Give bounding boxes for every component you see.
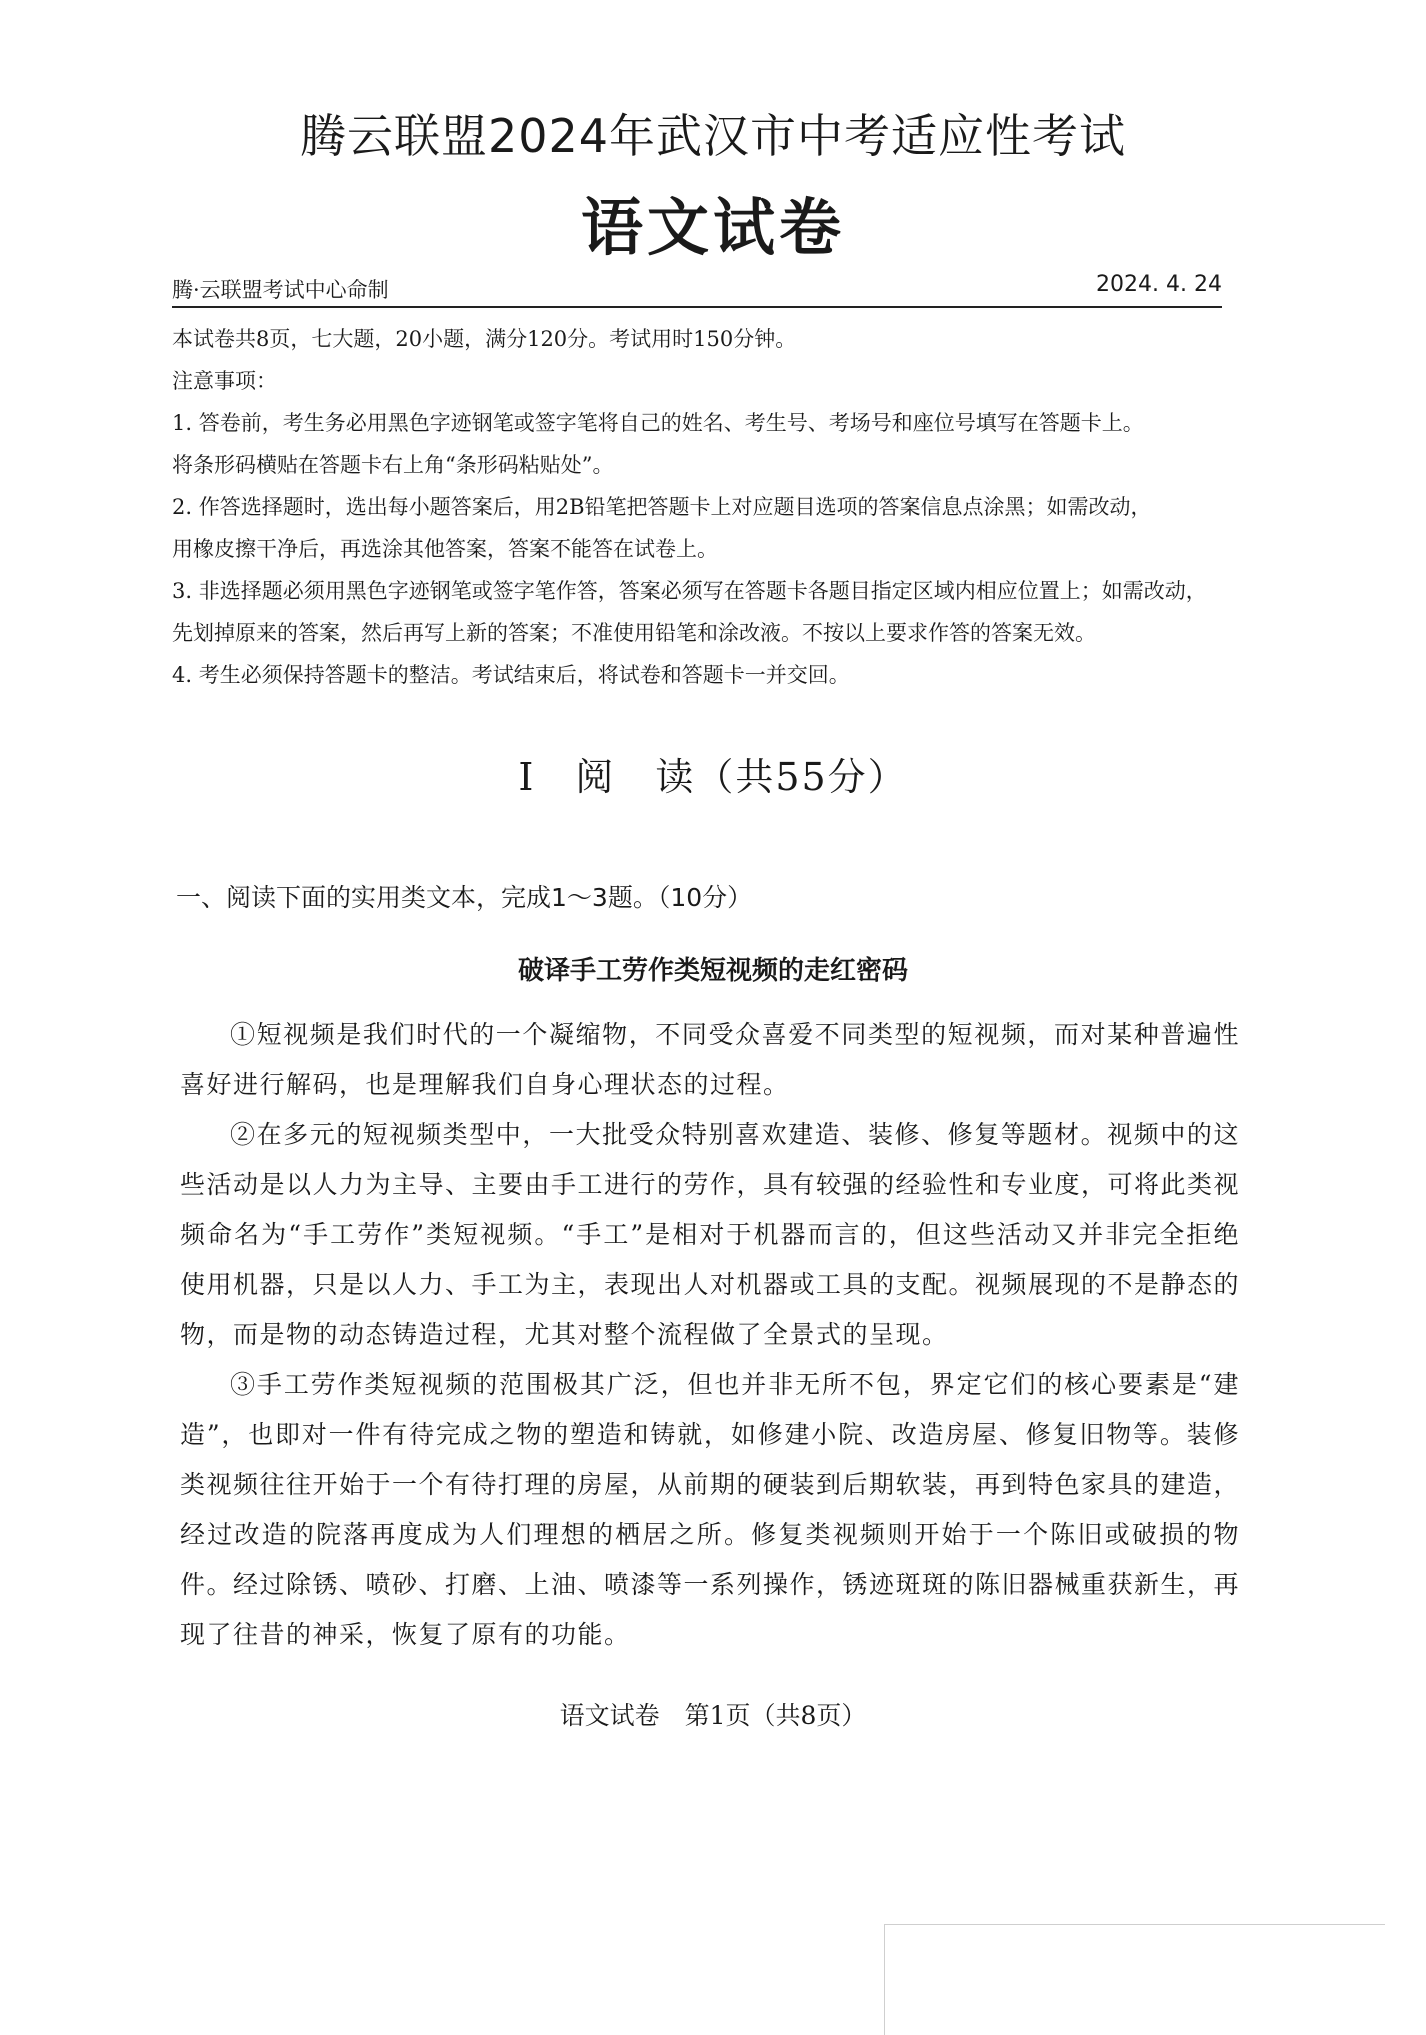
question-heading: 一、阅读下面的实用类文本，完成1～3题。（10分）	[176, 883, 753, 912]
instruction-line: 用橡皮擦干净后，再选涂其他答案，答案不能答在试卷上。	[172, 537, 718, 561]
instruction-line: 将条形码横贴在答题卡右上角“条形码粘贴处”。	[172, 453, 614, 477]
exam-title: 腾云联盟2024年武汉市中考适应性考试	[299, 109, 1127, 163]
page-footer: 语文试卷 第1页（共8页）	[559, 1701, 867, 1730]
article-paragraph: ③手工劳作类短视频的范围极其广泛，但也并非无所不包，界定它们的核心要素是“建造”，也即对一件有待完成之物的塑造和铸就，如修建小院、改造房屋、修复旧物等。装修类视频往往开始于一个有待打理的房屋，从前期的硬装到后期软装，再到特色家具的建造，经过改造的院落再度成为人们理想的栖居之所。修复类视频则开始于一个陈旧或破损的物件。经过除锈、喷砂、打磨、上油、喷漆等一系列操作，锈迹斑斑的陈旧器械重获新生，再现了往昔的神采，恢复了原有的功能。	[180, 1370, 1241, 1649]
exam-date: 2024. 4. 24	[1096, 272, 1222, 297]
article-paragraph: ①短视频是我们时代的一个凝缩物，不同受众喜爱不同类型的短视频，而对某种普遍性喜好进行解码，也是理解我们自身心理状态的过程。	[180, 1020, 1240, 1099]
corner-box	[884, 1924, 1385, 2035]
instruction-line: 1. 答卷前，考生务必用黑色字迹钢笔或签字笔将自己的姓名、考生号、考场号和座位号填写在答题卡上。	[172, 411, 1144, 435]
instruction-line: 2. 作答选择题时，选出每小题答案后，用2B铅笔把答题卡上对应题目选项的答案信息点涂黑；如需改动，	[172, 495, 1152, 519]
article-title: 破译手工劳作类短视频的走红密码	[517, 956, 908, 986]
instruction-line: 4. 考生必须保持答题卡的整洁。考试结束后，将试卷和答题卡一并交回。	[172, 663, 850, 687]
notice-label: 注意事项：	[172, 369, 277, 393]
article-paragraph: ②在多元的短视频类型中，一大批受众特别喜欢建造、装修、修复等题材。视频中的这些活动是以人力为主导、主要由手工进行的劳作，具有较强的经验性和专业度，可将此类视频命名为“手工劳作”类短视频。“手工”是相对于机器而言的，但这些活动又并非完全拒绝使用机器，只是以人力、手工为主，表现出人对机器或工具的支配。视频展现的不是静态的物，而是物的动态铸造过程，尤其对整个流程做了全景式的呈现。	[180, 1120, 1241, 1349]
instruction-line: 3. 非选择题必须用黑色字迹钢笔或签字笔作答，答案必须写在答题卡各题目指定区域内相应位置上；如需改动，	[172, 579, 1207, 603]
organizer-label: 腾·云联盟考试中心命制	[172, 278, 389, 302]
header-divider	[172, 306, 1222, 308]
instructions-summary: 本试卷共8页，七大题，20小题，满分120分。考试用时150分钟。	[172, 327, 797, 351]
exam-meta-row	[172, 270, 1222, 304]
exam-instructions	[172, 318, 1242, 696]
exam-subject-title: 语文试卷	[580, 191, 845, 264]
article-body	[180, 1010, 1240, 1660]
instruction-line: 先划掉原来的答案，然后再写上新的答案；不准使用铅笔和涂改液。不按以上要求作答的答案无效。	[172, 621, 1096, 645]
section-heading: Ⅰ 阅 读（共55分）	[518, 755, 908, 799]
